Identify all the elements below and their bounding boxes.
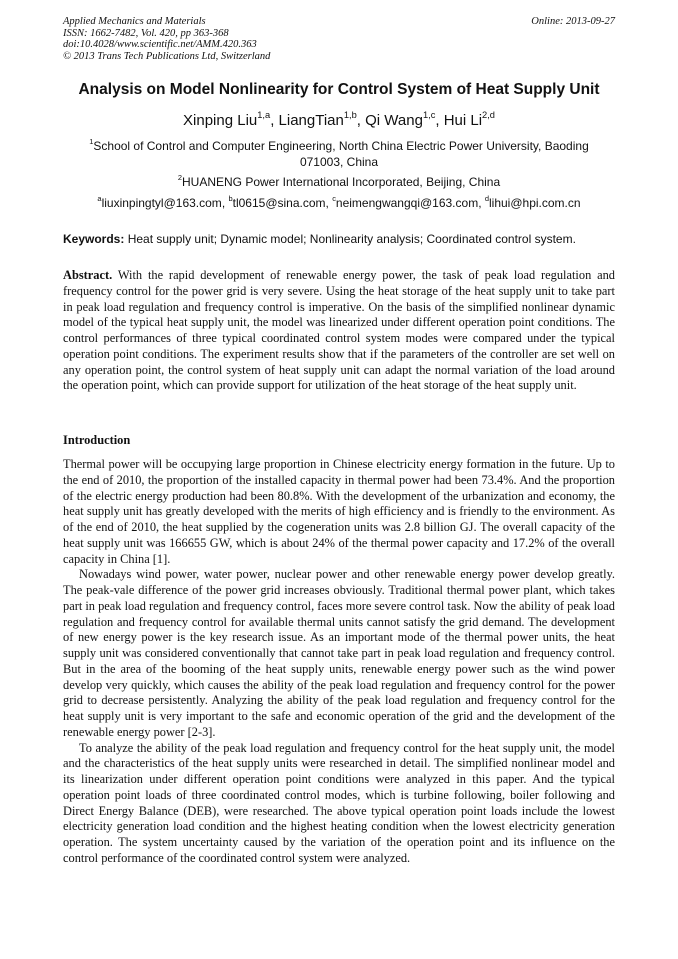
author-name: Hui Li bbox=[443, 112, 483, 129]
issn-line: ISSN: 1662-7482, Vol. 420, pp 363-368 bbox=[63, 27, 229, 39]
author-name: LiangTian bbox=[278, 112, 344, 129]
email-mark: b bbox=[228, 193, 233, 203]
email-link[interactable]: lihui@hpi.com.cn bbox=[489, 196, 581, 210]
abstract bbox=[63, 268, 615, 394]
journal-name: Applied Mechanics and Materials bbox=[63, 16, 206, 27]
online-date: Online: 2013-09-27 bbox=[531, 16, 615, 27]
affiliation-mark: 1 bbox=[89, 136, 94, 146]
introduction-body bbox=[63, 457, 615, 867]
abstract-label: Abstract. bbox=[63, 268, 113, 282]
author-affiliation-mark: 1,b bbox=[343, 109, 357, 120]
copyright-line: © 2013 Trans Tech Publications Ltd, Switzerland bbox=[63, 50, 271, 62]
paragraph: To analyze the ability of the peak load regulation and frequency control for the heat supply unit, the model and the characteristics of the heat supply units were researched in detail. The simplified nonlinear model and its linearization under different operation point conditions were analyzed in this paper. And the typical operation point loads of three coordinated control modes, which is turbine following, boiler following and Direct Energy Balance (DEB), were researched. The above typical operation point loads include the lowest electricity generation load condition and the highest heating condition when the lowest electricity generation operation. The system uncertainty caused by the variation of the operation point and its influence on the control performance of the coordinated control system were analyzed. bbox=[63, 740, 615, 865]
paper-title: Analysis on Model Nonlinearity for Control System of Heat Supply Unit bbox=[78, 81, 600, 98]
affiliation-1 bbox=[63, 136, 615, 170]
author-name: Qi Wang bbox=[365, 112, 423, 129]
author-affiliation-mark: 2,d bbox=[482, 109, 495, 120]
paragraph: Nowadays wind power, water power, nuclear power and other renewable energy power develop greatly. The peak-vale difference of the power grid increases obviously. Traditional thermal power plant, which takes part in peak load regulation and frequency control, faces more severe control task. Now the ability of peak load regulation and frequency control for available thermal units cannot satisfy the grid demand. The development of new energy power is the key research issue. As an important mode of the thermal power units, the heat supply unit was considered conventionally that cannot take part in peak load regulation and frequency control. But in the area of the booming of the heat supply units, renewable energy power such as the wind power develop very quickly, which causes the ability of the peak load regulation and frequency control for the power grid to decrease persistently. Analyzing the ability of the peak load regulation and frequency control for the heat supply unit is very important to the safe and economic operation of the grid and the development of the renewable energy power [2-3]. bbox=[63, 567, 615, 739]
email-mark: c bbox=[332, 193, 336, 203]
doi-line: doi:10.4028/www.scientific.net/AMM.420.363 bbox=[63, 39, 257, 51]
abstract-text: With the rapid development of renewable energy power, the task of peak load regulation and frequency control for the power grid is very severe. Using the heat storage of the heat supply unit to take part in peak load regulation and frequency control is imperative. On the basis of the simplified nonlinear dynamic model of the typical heat supply unit, the model was linearized under different operation point conditions. The control performances of three typical coordinated control system modes were compared under the typical operation point conditions. The experiment results show that if the parameters of the controller are set well on any operation point, the control system of heat supply unit can adapt the normal variation of the load around the operation point, which can provide support for utilization of the heat storage of the heat supply unit. bbox=[63, 268, 615, 393]
author-name: Xinping Liu bbox=[183, 112, 258, 129]
email-link[interactable]: liuxinpingtyl@163.com bbox=[101, 196, 222, 210]
paragraph: Thermal power will be occupying large proportion in Chinese electricity energy formation in the future. Up to the end of 2010, the proportion of the installed capacity in thermal power had been 73.4%. And the proportion of the electric energy production had been 80.8%. With the development of the urbanization and economy, the heat supply unit has greatly developed with the merits of high efficiency and is friendly to the environment. As of the end of 2010, the heat supplied by the cogeneration units was 2.8 billion GJ. The overall capacity of the heat supply unit was 166655 GW, which is about 24% of the thermal power capacity and 17.2% of the overall capacity in China [1]. bbox=[63, 457, 615, 566]
affiliation-mark: 2 bbox=[177, 172, 182, 182]
keywords-label: Keywords: bbox=[63, 232, 125, 246]
author-affiliation-mark: 1,c bbox=[422, 109, 436, 120]
email-list: $^a$liuxinpingtyl@163.com, $^b$tl0615@sina.com, $^c$neimengwangqi@163.com, $^d$lihui@hpi.com.cn bbox=[97, 193, 581, 210]
affiliation-2 bbox=[63, 172, 615, 191]
email-mark: d bbox=[484, 193, 489, 203]
keywords-text: Heat supply unit; Dynamic model; Nonlinearity analysis; Coordinated control system. bbox=[127, 232, 576, 246]
affiliation-text: School of Control and Computer Engineering, North China Electric Power University, Baoding 071003, China bbox=[93, 139, 589, 169]
author-list: Xinping Liu$^{1,a}$, LiangTian$^{1,b}$, Qi Wang$^{1,c}$, Hui Li$^{2,d}$ bbox=[183, 109, 495, 129]
journal-header bbox=[63, 16, 615, 62]
affiliation-text: HUANENG Power International Incorporated, Beijing, China bbox=[181, 175, 501, 189]
email-mark: a bbox=[97, 193, 102, 203]
email-link[interactable]: tl0615@sina.com bbox=[232, 196, 326, 210]
email-link[interactable]: neimengwangqi@163.com bbox=[335, 196, 479, 210]
keywords bbox=[63, 232, 615, 246]
author-affiliation-mark: 1,a bbox=[257, 109, 271, 120]
section-heading-introduction: Introduction bbox=[63, 433, 131, 447]
